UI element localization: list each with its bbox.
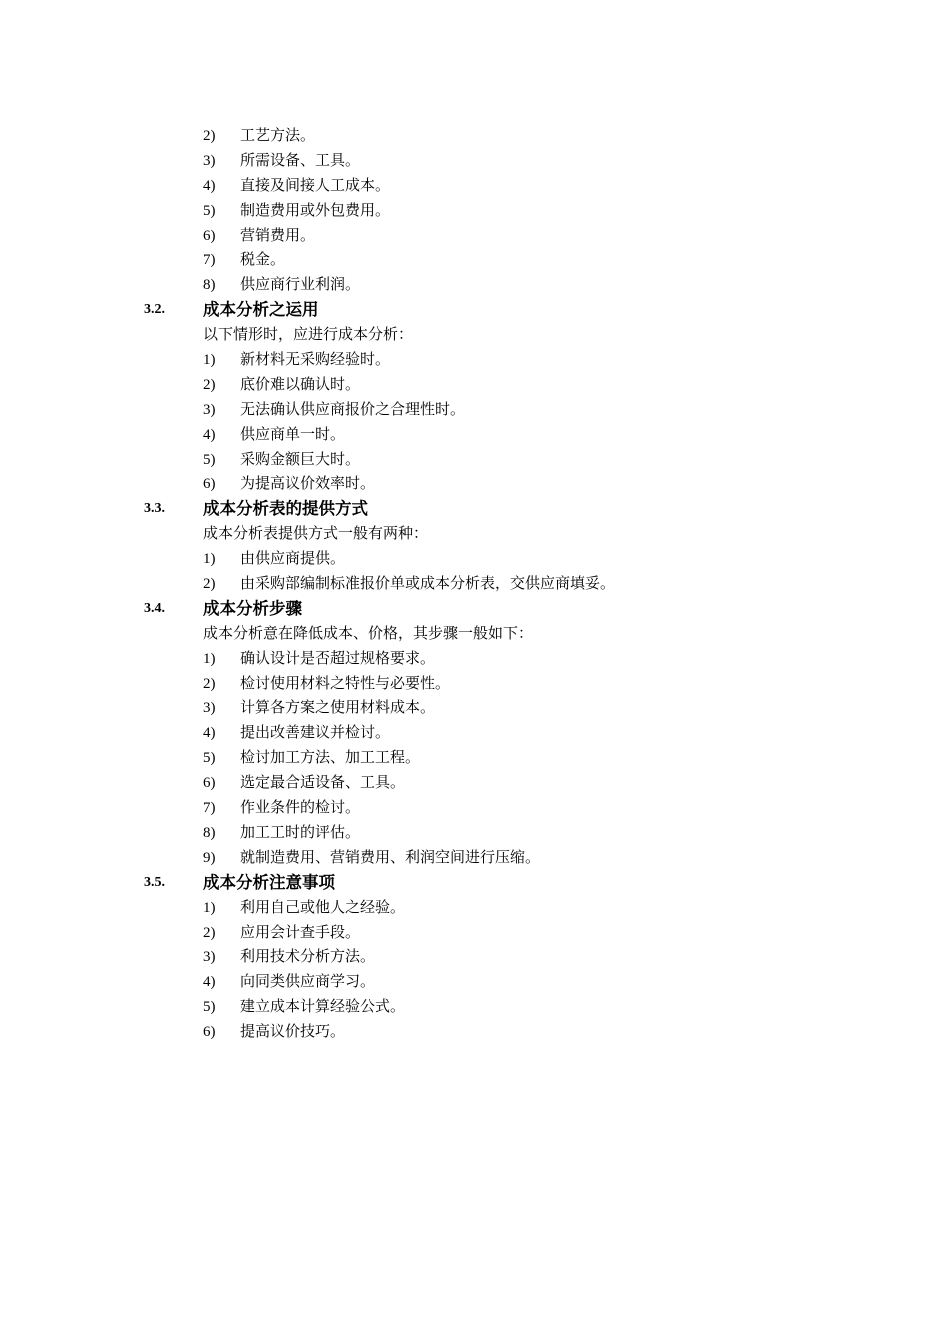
- list-text: 向同类供应商学习。: [240, 974, 376, 991]
- list-text: 营销费用。: [240, 227, 316, 244]
- list-text: 新材料无采购经验时。: [240, 352, 391, 369]
- list-text: 作业条件的检讨。: [240, 800, 361, 817]
- list-text: 检讨使用材料之特性与必要性。: [240, 675, 451, 692]
- list-number: 1): [203, 352, 216, 369]
- section-number: 3.3.: [144, 501, 165, 517]
- list-text: 直接及间接人工成本。: [240, 177, 391, 194]
- list-number: 5): [203, 750, 216, 767]
- list-number: 4): [203, 725, 216, 742]
- list-text: 提出改善建议并检讨。: [240, 725, 391, 742]
- list-item: [0, 1020, 950, 1045]
- list-text: 采购金额巨大时。: [240, 451, 361, 468]
- list-number: 2): [203, 376, 216, 393]
- list-item: [0, 348, 950, 373]
- section-number: 3.2.: [144, 302, 165, 318]
- list-number: 1): [203, 650, 216, 667]
- list-text: 工艺方法。: [240, 128, 316, 144]
- list-number: 3): [203, 152, 216, 169]
- list-number: 1): [203, 899, 216, 916]
- list-text: 为提高议价效率时。: [240, 476, 376, 493]
- section-title: 成本分析注意事项: [203, 872, 335, 892]
- section-intro: [0, 323, 950, 348]
- list-number: 4): [203, 177, 216, 194]
- list-number: 4): [203, 426, 216, 443]
- list-number: 9): [203, 849, 216, 866]
- list-item: [0, 174, 950, 199]
- section-heading: [0, 871, 950, 896]
- list-item: [0, 472, 950, 497]
- list-item: [0, 199, 950, 224]
- list-number: 5): [203, 451, 216, 468]
- list-text: 制造费用或外包费用。: [240, 202, 391, 219]
- list-text: 选定最合适设备、工具。: [240, 775, 406, 792]
- list-number: 6): [203, 775, 216, 792]
- list-item: [0, 746, 950, 771]
- list-number: 1): [203, 551, 216, 568]
- list-item: [0, 224, 950, 249]
- list-number: 8): [203, 277, 216, 294]
- list-number: 3): [203, 401, 216, 418]
- list-item: [0, 846, 950, 871]
- list-item: [0, 821, 950, 846]
- list-item: [0, 796, 950, 821]
- list-item: [0, 124, 950, 149]
- section-intro: [0, 522, 950, 547]
- list-item: [0, 547, 950, 572]
- list-text: 建立成本计算经验公式。: [240, 999, 406, 1016]
- intro-text: 成本分析意在降低成本、价格，其步骤一般如下：: [203, 625, 534, 642]
- list-item: [0, 572, 950, 597]
- list-number: 7): [203, 252, 216, 269]
- list-item: [0, 398, 950, 423]
- list-text: 应用会计查手段。: [240, 924, 361, 941]
- list-number: 8): [203, 824, 216, 841]
- list-number: 6): [203, 227, 216, 244]
- list-item: [0, 721, 950, 746]
- list-item: [0, 970, 950, 995]
- list-number: 2): [203, 576, 216, 593]
- list-item: [0, 423, 950, 448]
- list-number: 5): [203, 999, 216, 1016]
- list-number: 2): [203, 128, 216, 144]
- list-number: 2): [203, 924, 216, 941]
- list-number: 2): [203, 675, 216, 692]
- list-item: [0, 921, 950, 946]
- list-item: [0, 373, 950, 398]
- list-number: 3): [203, 700, 216, 717]
- intro-text: 以下情形时，应进行成本分析：: [203, 327, 414, 344]
- document-body: [0, 124, 950, 1045]
- list-item: [0, 995, 950, 1020]
- section-title: 成本分析步骤: [203, 598, 302, 618]
- list-text: 提高议价技巧。: [240, 1024, 346, 1041]
- list-item: [0, 696, 950, 721]
- list-number: 7): [203, 800, 216, 817]
- section-title: 成本分析之运用: [203, 300, 319, 320]
- list-text: 利用技术分析方法。: [240, 949, 376, 966]
- list-item: [0, 896, 950, 921]
- list-text: 供应商单一时。: [240, 426, 346, 443]
- intro-text: 成本分析表提供方式一般有两种：: [203, 526, 429, 543]
- list-text: 确认设计是否超过规格要求。: [240, 650, 436, 667]
- list-text: 由采购部编制标准报价单或成本分析表，交供应商填妥。: [240, 576, 616, 593]
- list-item: [0, 149, 950, 174]
- list-number: 5): [203, 202, 216, 219]
- list-text: 底价难以确认时。: [240, 376, 361, 393]
- section-number: 3.5.: [144, 874, 165, 890]
- list-text: 税金。: [240, 252, 286, 269]
- list-text: 供应商行业利润。: [240, 277, 361, 294]
- section-heading: [0, 597, 950, 622]
- list-number: 4): [203, 974, 216, 991]
- list-number: 3): [203, 949, 216, 966]
- section-intro: [0, 622, 950, 647]
- list-text: 计算各方案之使用材料成本。: [240, 700, 436, 717]
- list-text: 利用自己或他人之经验。: [240, 899, 406, 916]
- list-text: 就制造费用、营销费用、利润空间进行压缩。: [240, 849, 541, 866]
- list-item: [0, 273, 950, 298]
- list-item: [0, 771, 950, 796]
- list-text: 无法确认供应商报价之合理性时。: [240, 401, 466, 418]
- list-text: 所需设备、工具。: [240, 152, 361, 169]
- list-text: 检讨加工方法、加工工程。: [240, 750, 421, 767]
- section-heading: [0, 298, 950, 323]
- section-number: 3.4.: [144, 600, 165, 616]
- list-item: [0, 248, 950, 273]
- list-number: 6): [203, 1024, 216, 1041]
- section-title: 成本分析表的提供方式: [203, 499, 368, 519]
- list-item: [0, 647, 950, 672]
- list-item: [0, 672, 950, 697]
- list-text: 由供应商提供。: [240, 551, 346, 568]
- list-number: 6): [203, 476, 216, 493]
- list-item: [0, 448, 950, 473]
- section-heading: [0, 497, 950, 522]
- list-text: 加工工时的评估。: [240, 824, 361, 841]
- list-item: [0, 945, 950, 970]
